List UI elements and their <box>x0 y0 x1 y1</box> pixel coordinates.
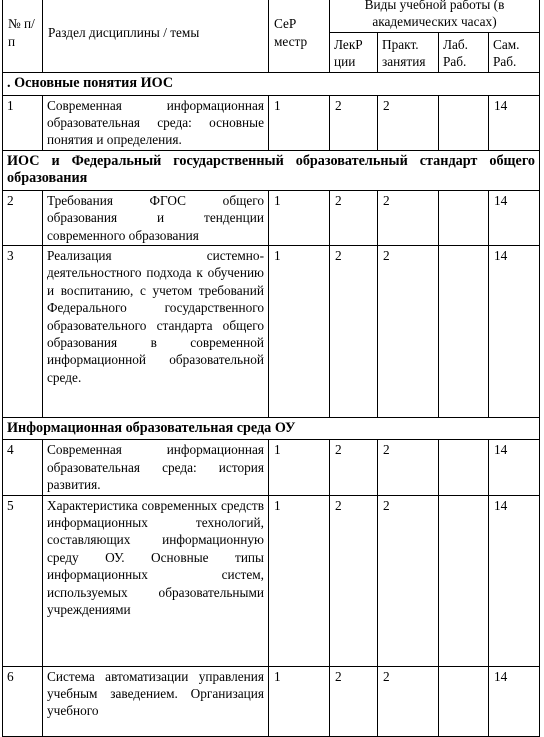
row-num: 3 <box>3 245 43 417</box>
row-num: 5 <box>3 495 43 666</box>
document-page <box>2 0 540 737</box>
header-num: № п/п <box>3 0 43 73</box>
row-self-study: 14 <box>489 440 540 495</box>
header-lab: Лаб. Раб. <box>439 33 489 73</box>
row-lab <box>439 190 489 245</box>
row-semester: 1 <box>269 666 330 736</box>
header-topic: Раздел дисциплины / темы <box>43 0 269 73</box>
row-semester: 1 <box>269 95 330 150</box>
section-row <box>3 417 540 440</box>
row-lab <box>439 440 489 495</box>
header-lectures: ЛекР ции <box>330 33 378 73</box>
row-practice: 2 <box>378 495 439 666</box>
row-semester: 1 <box>269 190 330 245</box>
section-title: ИОС и Федеральный государственный образовательный стандарт общего образования <box>3 150 540 190</box>
table-row <box>3 190 540 245</box>
row-semester: 1 <box>269 440 330 495</box>
row-self-study: 14 <box>489 95 540 150</box>
section-title: Информационная образовательная среда ОУ <box>3 417 540 440</box>
row-practice: 2 <box>378 666 439 736</box>
row-lectures: 2 <box>330 440 378 495</box>
header-work-types: Виды учебной работы (в академических часах) <box>330 0 540 33</box>
header-practice: Практ. занятия <box>378 33 439 73</box>
row-lab <box>439 245 489 417</box>
row-num: 1 <box>3 95 43 150</box>
row-num: 6 <box>3 666 43 736</box>
row-lab <box>439 95 489 150</box>
row-self-study: 14 <box>489 495 540 666</box>
header-semester: СеР местр <box>269 0 330 73</box>
row-semester: 1 <box>269 245 330 417</box>
row-semester: 1 <box>269 495 330 666</box>
table-row <box>3 95 540 150</box>
row-self-study: 14 <box>489 190 540 245</box>
row-practice: 2 <box>378 95 439 150</box>
row-topic: Реализация системно-деятельностного подхода к обучению и воспитанию, с учетом требований Федерального государственного образовательного стандарта общего образования в современной информационной образовательной среде. <box>43 245 269 417</box>
row-lectures: 2 <box>330 190 378 245</box>
row-practice: 2 <box>378 440 439 495</box>
row-practice: 2 <box>378 190 439 245</box>
section-row <box>3 150 540 190</box>
table-row <box>3 440 540 495</box>
row-topic: Современная информационная образовательная среда: основные понятия и определения. <box>43 95 269 150</box>
table-header-row <box>3 0 540 33</box>
row-topic: Современная информационная образовательная среда: история развития. <box>43 440 269 495</box>
row-num: 2 <box>3 190 43 245</box>
table-row <box>3 666 540 736</box>
row-lab <box>439 666 489 736</box>
section-title: . Основные понятия ИОС <box>3 73 540 96</box>
row-lectures: 2 <box>330 95 378 150</box>
row-lectures: 2 <box>330 495 378 666</box>
row-self-study: 14 <box>489 666 540 736</box>
row-self-study: 14 <box>489 245 540 417</box>
row-lectures: 2 <box>330 245 378 417</box>
row-topic: Характеристика современных средств информационных технологий, составляющих информационную среду ОУ. Основные типы информационных систем, используемых образовательными учреждениями <box>43 495 269 666</box>
row-lectures: 2 <box>330 666 378 736</box>
table-row <box>3 495 540 666</box>
row-num: 4 <box>3 440 43 495</box>
row-lab <box>439 495 489 666</box>
row-topic: Система автоматизации управления учебным заведением. Организация учебного <box>43 666 269 736</box>
curriculum-table <box>2 0 540 737</box>
table-row <box>3 245 540 417</box>
row-topic: Требования ФГОС общего образования и тенденции современного образования <box>43 190 269 245</box>
row-practice: 2 <box>378 245 439 417</box>
header-self-study: Сам. Раб. <box>489 33 540 73</box>
section-row <box>3 73 540 96</box>
